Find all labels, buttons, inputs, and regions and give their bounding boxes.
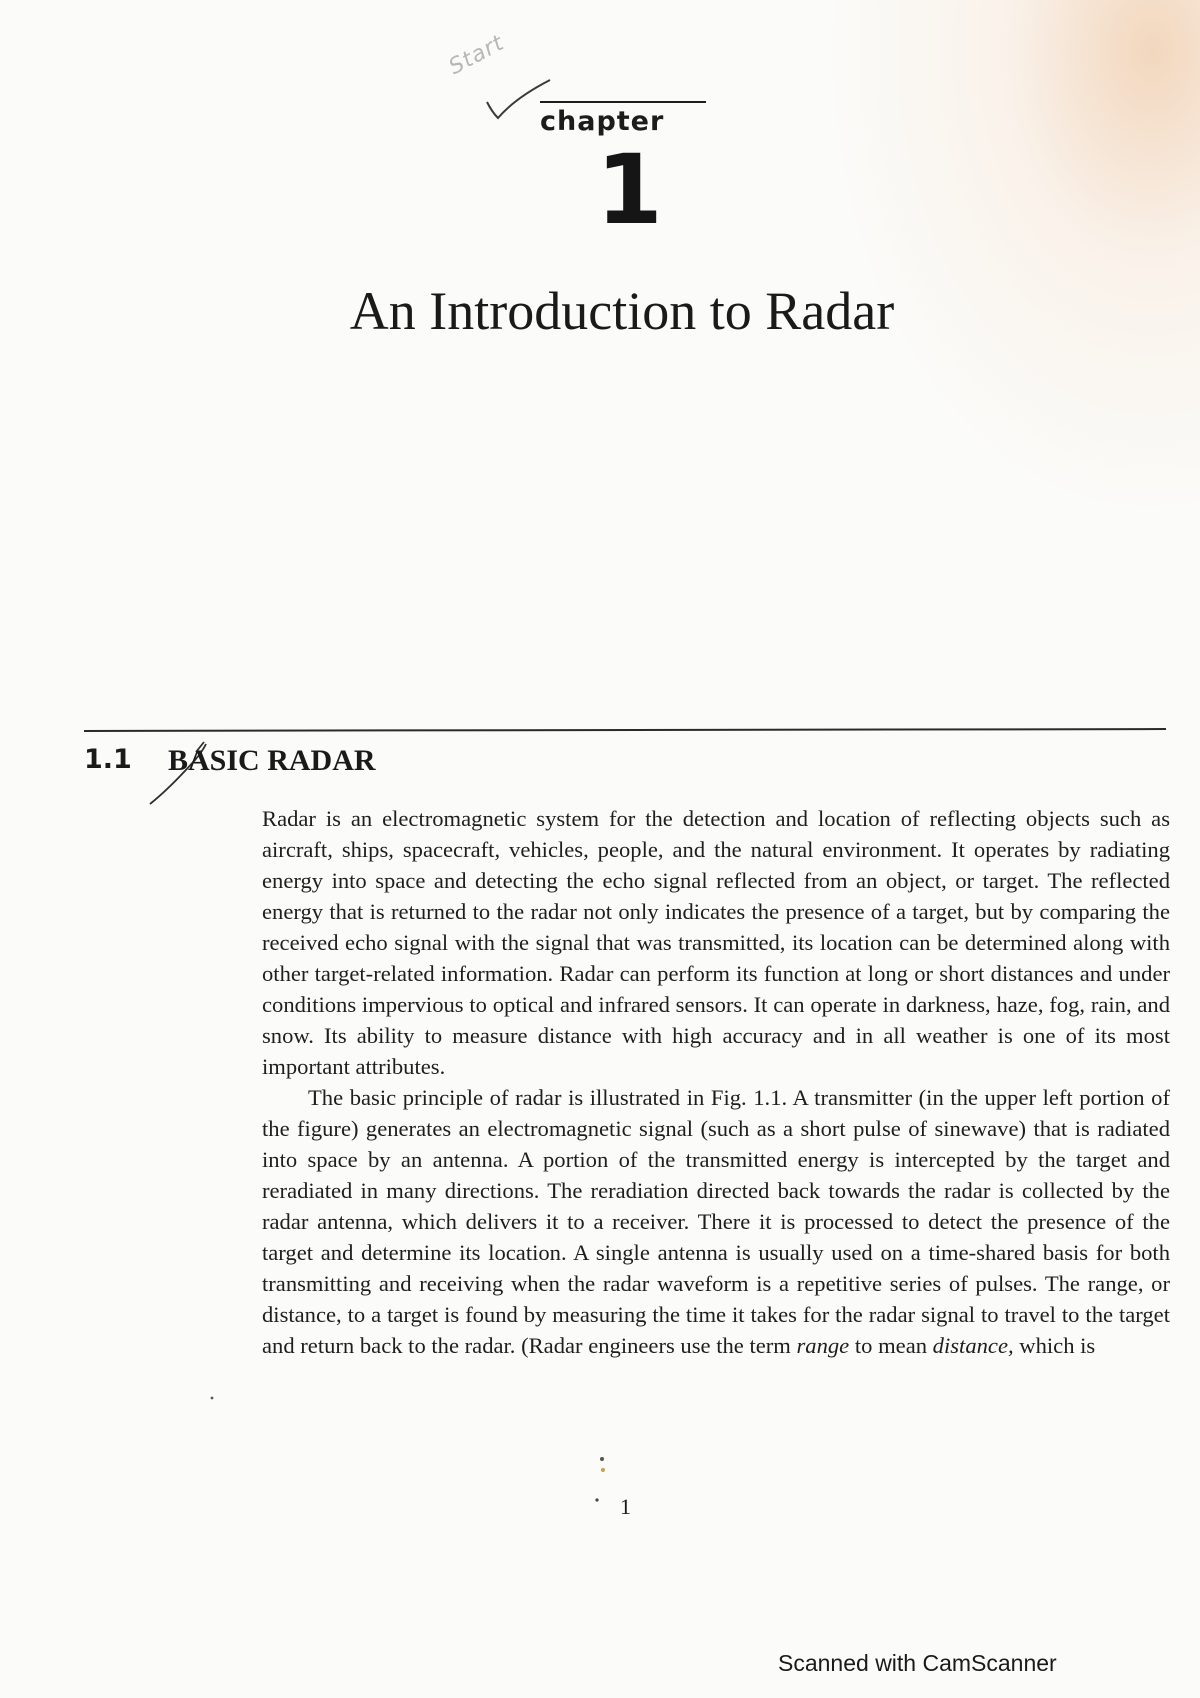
paragraph-2-text: which is <box>1013 1333 1096 1358</box>
term-distance: distance, <box>932 1333 1014 1358</box>
paragraph-2-text: to mean <box>849 1333 933 1358</box>
chapter-label: chapter <box>540 106 665 137</box>
paragraph-2-text: The basic principle of radar is illustrated in Fig. 1.1. A transmitter (in the upper left portion of the figure) generates an electromagnetic signal (such as a short pulse of sinewave) that is radiated into space by an antenna. A portion of the transmitted energy is intercepted by the target and reradiated in many directions. The reradiation directed back towards the radar is collected by the radar antenna, which delivers it to a receiver. There it is processed to detect the presence of the target and determine its location. A single antenna is usually used on a time-shared basis for both transmitting and receiving when the radar waveform is a repetitive series of pulses. The range, or distance, to a target is found by measuring the time it takes for the radar signal to travel to the target and return back to the radar. (Radar engineers use the term <box>262 1085 1170 1358</box>
term-range: range <box>796 1333 850 1358</box>
handwritten-start-note: Start <box>445 30 509 81</box>
chapter-title: An Introduction to Radar <box>349 281 895 341</box>
section-body <box>262 803 1170 1361</box>
section-number: 1.1 <box>84 744 132 775</box>
page-number: 1 <box>620 1494 631 1519</box>
paragraph-1: Radar is an electromagnetic system for the detection and location of reflecting objects such as aircraft, ships, spacecraft, vehicles, people, and the natural environment. It operates by radiating energy into space and detecting the echo signal reflected from an object, or target. The reflected energy that is returned to the radar not only indicates the presence of a target, but by comparing the received echo signal with the signal that was transmitted, its location can be determined along with other target-related information. Radar can perform its function at long or short distances and under conditions impervious to optical and infrared sensors. It can operate in darkness, haze, fog, rain, and snow. Its ability to measure distance with high accuracy and in all weather is one of its most important attributes. <box>262 806 1170 1079</box>
chapter-number: 1 <box>596 134 663 246</box>
paragraph-2 <box>262 1082 1170 1361</box>
chapter-rule <box>540 101 706 103</box>
scanner-watermark: Scanned with CamScanner <box>778 1650 1057 1676</box>
section-title: BASIC RADAR <box>168 744 376 777</box>
